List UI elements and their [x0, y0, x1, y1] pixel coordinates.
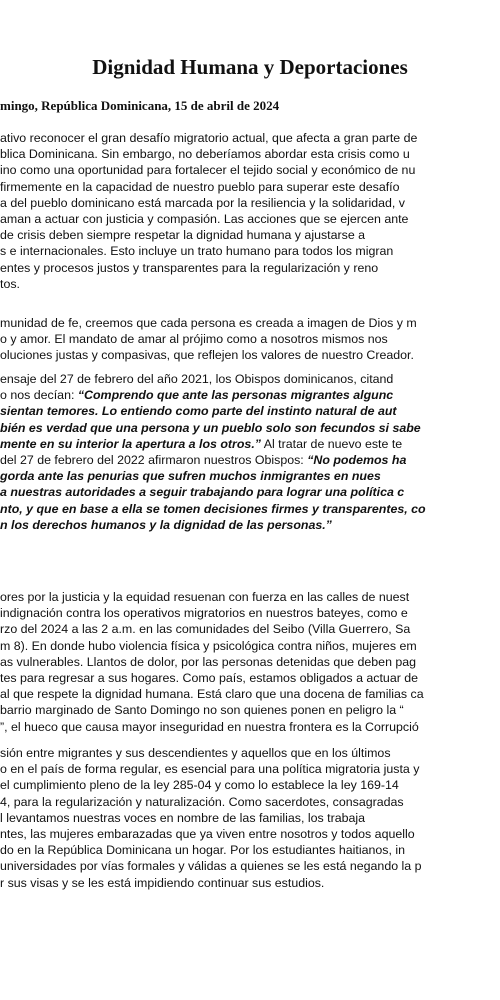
- text-line: [0, 403, 500, 419]
- text-line: [0, 276, 500, 292]
- text-segment: r sus visas y se les está impidiendo continuar sus estudios.: [0, 875, 325, 890]
- text-segment: sión entre migrantes y sus descendientes y aquellos que en los últimos: [0, 746, 391, 760]
- text-segment: ores por la justicia y la equidad resuenan con fuerza en las calles de nuest: [0, 590, 410, 604]
- text-segment: al que respete la dignidad humana. Está claro que una docena de familias ca: [0, 687, 424, 702]
- text-segment: m 8). En donde hubo violencia física y psicológica contra niños, mujeres em: [0, 638, 417, 653]
- text-segment: munidad de fe, creemos que cada persona es creada a imagen de Dios y m: [0, 316, 417, 330]
- text-segment: ativo reconocer el gran desafío migratorio actual, que afecta a gran parte de: [0, 131, 418, 145]
- text-segment: el cumplimiento pleno de la ley 285-04 y como lo establece la ley 169-14: [0, 778, 399, 793]
- text-line: [0, 162, 500, 178]
- paragraph: [0, 589, 500, 735]
- text-line: [0, 761, 500, 777]
- text-segment: oluciones justas y compasivas, que reflejen los valores de nuestro Creador.: [0, 348, 414, 363]
- quote-segment: gorda ante las penurias que sufren muchos inmigrantes en nues: [0, 469, 381, 484]
- text-segment: do en la República Dominicana un hogar. Por los estudiantes haitianos, in: [0, 843, 406, 858]
- text-segment: a del pueblo dominicano está marcada por la resiliencia y la solidaridad, v: [0, 195, 405, 210]
- text-line: [0, 654, 500, 670]
- quote-segment: nto, y que en base a ella se tomen decisiones firmes y transparentes, co: [0, 501, 426, 516]
- text-line: [0, 517, 500, 533]
- text-line: [0, 777, 500, 793]
- text-line: [0, 195, 500, 211]
- text-segment: tes para regresar a sus hogares. Como país, estamos obligados a actuar de: [0, 670, 419, 685]
- page-title: Dignidad Humana y Deportaciones: [92, 55, 408, 79]
- text-line: [0, 875, 500, 891]
- text-segment: o en el país de forma regular, es esencial para una política migratoria justa y: [0, 762, 420, 777]
- text-segment: entes y procesos justos y transparentes para la regularización y reno: [0, 260, 379, 275]
- text-segment: Al tratar de nuevo este te: [260, 436, 403, 451]
- text-line: [0, 387, 500, 403]
- quote-segment: bién es verdad que una persona y un pueblo solo son fecundos si sabe: [0, 420, 421, 435]
- text-line: [0, 211, 500, 227]
- text-segment: aman a actuar con justicia y compasión. Las acciones que se ejercen ante: [0, 211, 409, 226]
- text-segment: o y amor. El mandato de amar al prójimo como a nosotros mismos nos: [0, 332, 388, 347]
- quote-segment: “No podemos ha: [307, 452, 407, 467]
- paragraph: [0, 371, 500, 533]
- text-line: [0, 260, 500, 276]
- text-line: [0, 858, 500, 874]
- text-line: [0, 331, 500, 347]
- text-segment: tos.: [0, 276, 20, 291]
- quote-segment: sientan temores. Lo entiendo como parte del instinto natural de aut: [0, 404, 397, 419]
- text-segment: del 27 de febrero del 2022 afirmaron nuestros Obispos:: [0, 452, 308, 467]
- paragraph: [0, 745, 500, 891]
- text-segment: ntes, las mujeres embarazadas que ya viven entre nosotros y todos aquello: [0, 826, 415, 841]
- text-line: [0, 371, 500, 387]
- text-segment: de crisis deben siempre respetar la dignidad humana y ajustarse a: [0, 228, 366, 243]
- text-line: [0, 605, 500, 621]
- dateline: mingo, República Dominicana, 15 de abril de 2024: [0, 98, 280, 113]
- text-segment: firmemente en la capacidad de nuestro pueblo para superar este desafío: [0, 179, 400, 194]
- text-segment: barrio marginado de Santo Domingo no son quienes ponen en peligro la “: [0, 703, 404, 718]
- text-segment: 4, para la regularización y naturalización. Como sacerdotes, consagradas: [0, 794, 404, 809]
- text-segment: as vulnerables. Llantos de dolor, por las personas detenidas que deben pag: [0, 654, 417, 669]
- quote-segment: “Comprendo que ante las personas migrantes algunc: [77, 388, 394, 403]
- text-line: [0, 745, 500, 761]
- text-line: [0, 670, 500, 686]
- text-line: [0, 315, 500, 331]
- text-line: [0, 468, 500, 484]
- text-line: [0, 243, 500, 259]
- text-segment: l levantamos nuestras voces en nombre de las familias, los trabaja: [0, 810, 366, 825]
- paragraph: [0, 315, 500, 364]
- text-segment: s e internacionales. Esto incluye un trato humano para todos los migran: [0, 244, 394, 259]
- text-segment: ”, el hueco que causa mayor inseguridad en nuestra frontera es la Corrupció: [0, 719, 419, 734]
- text-line: [0, 347, 500, 363]
- text-line: [0, 719, 500, 735]
- text-line: [0, 638, 500, 654]
- text-line: [0, 146, 500, 162]
- text-segment: ino como una oportunidad para fortalecer el tejido social y económico de nu: [0, 163, 416, 178]
- text-segment: indignación contra los operativos migratorios en nuestros bateyes, como e: [0, 606, 408, 621]
- text-line: [0, 501, 500, 517]
- text-segment: o nos decían:: [0, 388, 78, 403]
- text-line: [0, 702, 500, 718]
- text-line: [0, 484, 500, 500]
- paragraph: [0, 130, 500, 292]
- text-segment: universidades por vías formales y válidas a quienes se les está negando la p: [0, 859, 422, 874]
- text-segment: rzo del 2024 a las 2 a.m. en las comunidades del Seibo (Villa Guerrero, Sa: [0, 622, 411, 637]
- text-line: [0, 436, 500, 452]
- text-line: [0, 130, 500, 146]
- text-segment: blica Dominicana. Sin embargo, no deberíamos abordar esta crisis como u: [0, 147, 410, 162]
- text-line: [0, 686, 500, 702]
- quote-segment: mente en su interior la apertura a los otros.”: [0, 436, 261, 451]
- text-segment: ensaje del 27 de febrero del año 2021, los Obispos dominicanos, citand: [0, 372, 394, 386]
- text-line: [0, 589, 500, 605]
- text-line: [0, 810, 500, 826]
- text-line: [0, 420, 500, 436]
- quote-segment: n los derechos humanos y la dignidad de las personas.”: [0, 517, 332, 532]
- text-line: [0, 179, 500, 195]
- text-line: [0, 826, 500, 842]
- quote-segment: a nuestras autoridades a seguir trabajando para lograr una política c: [0, 485, 405, 500]
- text-line: [0, 842, 500, 858]
- text-line: [0, 452, 500, 468]
- text-line: [0, 621, 500, 637]
- text-line: [0, 794, 500, 810]
- text-line: [0, 227, 500, 243]
